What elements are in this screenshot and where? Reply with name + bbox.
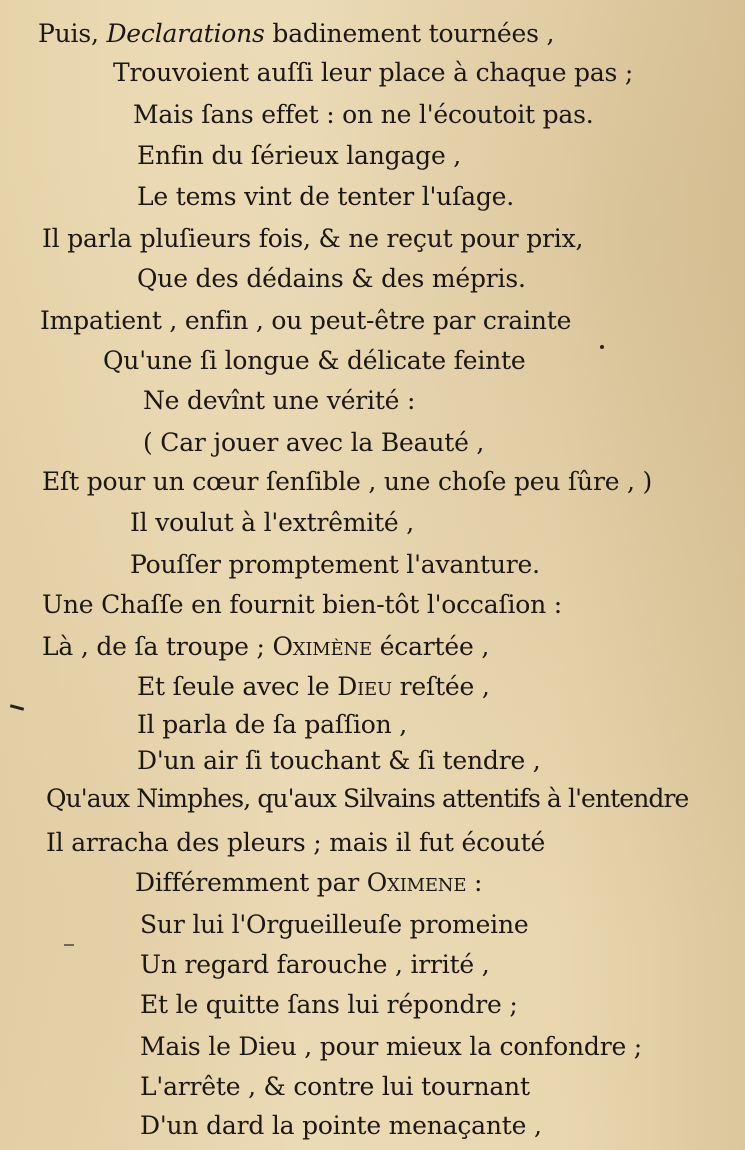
poem-line-24: Un regard farouche , irrité , xyxy=(140,950,490,979)
poem-line-8: Impatient , enfin , ou peut-être par crainte xyxy=(40,306,572,335)
poem-line-16 xyxy=(42,631,489,663)
poem-line-10: Ne devînt une vérité : xyxy=(143,386,416,415)
poem-line-22-name: Oximene xyxy=(366,868,467,897)
margin-stroke-mark xyxy=(10,704,24,711)
poem-line-28: D'un dard la pointe menaçante , xyxy=(140,1111,542,1140)
poem-line-27: L'arrête , & contre lui tournant xyxy=(140,1072,530,1101)
poem-line-22-post: : xyxy=(466,868,483,897)
poem-line-17 xyxy=(137,671,490,703)
poem-line-1 xyxy=(38,18,554,50)
poem-line-14: Pouſſer promptement l'avanture. xyxy=(130,550,540,579)
poem-line-5: Le tems vint de tenter l'uſage. xyxy=(137,182,514,211)
poem-line-17-pre: Et ſeule avec le xyxy=(137,672,338,701)
poem-line-9: Qu'une ſi longue & délicate feinte xyxy=(103,346,526,375)
poem-line-17-post: reſtée , xyxy=(391,672,490,701)
poem-line-12: Eſt pour un cœur ſenſible , une choſe peu ſûre , ) xyxy=(42,467,653,496)
poem-line-16-post: écartée , xyxy=(371,632,490,661)
poem-line-16-name: Oximène xyxy=(272,632,372,661)
poem-line-17-name: Dieu xyxy=(337,672,392,701)
poem-line-1-post: badinement tournées , xyxy=(264,19,555,48)
poem-line-11: ( Car jouer avec la Beauté , xyxy=(143,428,485,457)
poem-line-7: Que des dédains & des mépris. xyxy=(137,264,526,293)
poem-line-26: Mais le Dieu , pour mieux la confondre ; xyxy=(140,1032,643,1061)
poem-line-1-italic: Declarations xyxy=(106,19,265,48)
poem-line-16-pre: Là , de ſa troupe ; xyxy=(42,632,273,661)
poem-line-3: Mais ſans effet : on ne l'écoutoit pas. xyxy=(133,100,594,129)
margin-dash-mark xyxy=(64,944,74,946)
poem-line-20: Qu'aux Nimphes, qu'aux Silvains attentifs à l'entendre xyxy=(46,784,689,813)
poem-line-2: Trouvoient auſſi leur place à chaque pas ; xyxy=(113,58,634,87)
poem-line-21: Il arracha des pleurs ; mais il fut écouté xyxy=(46,828,546,857)
poem-line-23: Sur lui l'Orgueilleuſe promeine xyxy=(140,910,529,939)
poem-line-4: Enfin du ſérieux langage , xyxy=(137,141,462,170)
poem-line-6: Il parla pluſieurs fois, & ne reçut pour prix, xyxy=(42,224,584,253)
poem-line-25: Et le quitte ſans lui répondre ; xyxy=(140,990,518,1019)
ink-speck-mark xyxy=(600,345,604,349)
poem-line-1-pre: Puis, xyxy=(38,19,107,48)
poem-line-15: Une Chaſſe en fournit bien-tôt l'occaſion : xyxy=(42,590,563,619)
poem-line-19: D'un air ſi touchant & ſi tendre , xyxy=(137,746,541,775)
poem-line-18: Il parla de ſa paſſion , xyxy=(137,710,408,739)
poem-line-13: Il voulut à l'extrêmité , xyxy=(130,508,415,537)
poem-line-22 xyxy=(135,867,482,899)
poem-line-22-pre: Différemment par xyxy=(135,868,367,897)
